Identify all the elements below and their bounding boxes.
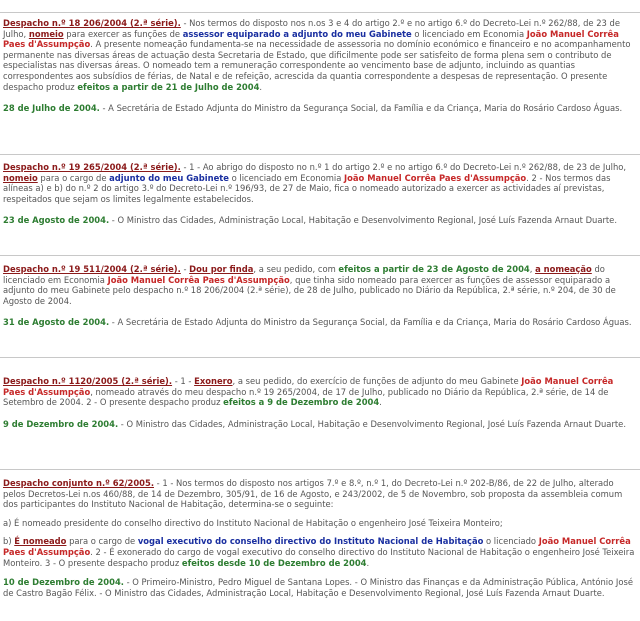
despacho-body: Despacho n.º 19 511/2004 (2.ª série). - Dou por finda, a seu pedido, com efeitos a partir de 23 de Agosto de 2004, a nomeação do licenciado em Economia João Manuel Corrêa Paes d'Assumpção, que tinha sido nomeado para exercer as funções de assessor equiparado a adjunto do meu Gabinete pelo despacho n.º 18 206/2004 (2.ª série), de 28 de Julho, publicado no Diário da República, 2.ª série, n.º 204, de 30 de Agosto de 2004. [3,264,616,306]
separator-line [0,469,640,470]
despacho-body: Despacho n.º 19 265/2004 (2.ª série). - 1 - Ao abrigo do disposto no n.º 1 do artigo 2.º e no artigo 6.º do Decreto-Lei n.º 262/88, de 23 de Julho, nomeio para o cargo de adjunto do meu Gabinete o licenciado em Economia João Manuel Corrêa Paes d'Assumpção. 2 - Nos termos das alíneas a) e b) do n.º 2 do artigo 3.º do Decreto-Lei n.º 196/93, de 27 de Maio, fica o nomeado autorizado a exercer as actividades aí previstas, respeitados que sejam os limites legalmente estabelecidos. [3,162,627,204]
action-keyword: Dou por finda [189,264,254,274]
action-keyword: nomeio [3,172,38,183]
person-name: João Manuel Corrêa Paes d'Assumpção [3,536,631,557]
effect-date: efeitos desde 10 de Dezembro de 2004 [181,557,367,568]
person-name: João Manuel Corrêa Paes d'Assumpção [3,28,619,50]
despacho-block [3,478,637,598]
signature-date: 28 de Julho de 2004. [3,103,100,114]
signature-date: 23 de Agosto de 2004. [3,215,110,226]
signature-date: 10 de Dezembro de 2004. [3,577,124,588]
despacho-block [3,18,637,114]
effect-date: efeitos a 9 de Dezembro de 2004 [223,397,380,408]
signature-line: 28 de Julho de 2004. - A Secretária de Estado Adjunta do Ministro da Segurança Social, da Família e da Criança, Maria do Rosário Cardoso Águas. [3,103,623,114]
separator-line [0,357,640,358]
despacho-block [3,264,637,328]
action-keyword: Exonero [194,376,233,386]
despacho-body: Despacho n.º 1120/2005 (2.ª série). - 1 - Exonero, a seu pedido, do exercício de funções de adjunto do meu Gabinete João Manuel Corrêa Paes d'Assumpção, nomeado através do meu despacho n.º 19 265/2004, de 17 de Julho, publicado no Diário da República, 2.ª série, de 14 de Setembro de 2004. 2 - O presente despacho produz efeitos a 9 de Dezembro de 2004. [3,376,614,408]
signature-line: 10 de Dezembro de 2004. - O Primeiro-Ministro, Pedro Miguel de Santana Lopes. - O Ministro das Finanças e da Administração Pública, António José de Castro Bagão Félix. - O Ministro das Cidades, Administração Local, Habitação e Desenvolvimento Regional, José Luís Fazenda Arnaut Duarte. [3,577,633,598]
separator-line [0,154,640,155]
effect-date: efeitos a partir de 23 de Agosto de 2004 [338,264,530,274]
signature-date: 9 de Dezembro de 2004. [3,418,119,429]
action-keyword: a nomeação [535,264,592,274]
signature-line: 9 de Dezembro de 2004. - O Ministro das Cidades, Administração Local, Habitação e Desenvolvimento Regional, José Luís Fazenda Arnaut Duarte. [3,418,626,429]
role-text: vogal executivo do conselho directivo do Instituto Nacional de Habitação [137,536,484,547]
person-name: João Manuel Corrêa Paes d'Assumpção [3,376,614,397]
person-name: João Manuel Corrêa Paes d'Assumpção [107,274,290,285]
signature-date: 31 de Agosto de 2004. [3,317,110,328]
signature-line: 31 de Agosto de 2004. - A Secretária de Estado Adjunta do Ministro da Segurança Social, da Família e da Criança, Maria do Rosário Cardoso Águas. [3,317,632,328]
effect-date: efeitos a partir de 21 de Julho de 2004 [77,81,260,92]
separator-line [0,12,640,13]
action-keyword: É nomeado [14,536,67,547]
item-b: b) É nomeado para o cargo de vogal executivo do conselho directivo do Instituto Nacional de Habitação o licenciado João Manuel Corrêa Paes d'Assumpção. 2 - É exonerado do cargo de vogal executivo do conselho directivo do Instituto Nacional de Habitação o engenheiro José Teixeira Monteiro. 3 - O presente despacho produz efeitos desde 10 de Dezembro de 2004. [3,536,635,568]
signature-line: 23 de Agosto de 2004. - O Ministro das Cidades, Administração Local, Habitação e Desenvolvimento Regional, José Luís Fazenda Arnaut Duarte. [3,215,617,226]
despacho-title: Despacho conjunto n.º 62/2005. [3,478,154,488]
despacho-title: Despacho n.º 19 265/2004 (2.ª série). [3,162,181,172]
despacho-title: Despacho n.º 19 511/2004 (2.ª série). [3,264,181,274]
action-keyword: nomeio [28,28,64,39]
role-text: adjunto do meu Gabinete [109,172,229,183]
person-name: João Manuel Corrêa Paes d'Assumpção [344,172,527,183]
despacho-body: Despacho conjunto n.º 62/2005. - 1 - Nos termos do disposto nos artigos 7.º e 8.º, n.º 1, do Decreto-Lei n.º 202-B/86, de 22 de Julho, alterado pelos Decretos-Lei n.os 460/88, de 14 de Dezembro, 305/91, de 16 de Agosto, e 243/2002, de 5 de Novembro, sob proposta da assembleia comum dos participantes do Instituto Nacional de Habitação, determina-se o seguinte: [3,478,623,510]
despacho-title: Despacho n.º 1120/2005 (2.ª série). [3,376,173,386]
despacho-body: Despacho n.º 18 206/2004 (2.ª série). - Nos termos do disposto nos n.os 3 e 4 do artigo 2.º e no artigo 6.º do Decreto-Lei n.º 262/88, de 23 de Julho, nomeio para exercer as funções de assessor equiparado a adjunto do meu Gabinete o licenciado em Economia João Manuel Corrêa Paes d'Assumpção. A presente nomeação fundamenta-se na necessidade de assessoria no domínio económico e financeiro e no acompanhamento permanente nas diversas áreas de actuação desta Secretaria de Estado, que dificilmente pode ser satisfeito de forma plena sem o contributo de especialistas nas diversas áreas. O nomeado tem a remuneração correspondente ao vencimento base de adjunto, incluindo as quantias correspondentes aos subsídios de férias, de Natal e de refeição, acrescida da quantia correspondente a despesas de representação. O presente despacho produz efeitos a partir de 21 de Julho de 2004. [3,18,631,92]
separator-line [0,255,640,256]
despacho-block [3,162,637,226]
despacho-block [3,376,637,429]
role-text: assessor equiparado a adjunto do meu Gabinete [182,28,412,39]
item-a: a) É nomeado presidente do conselho directivo do Instituto Nacional de Habitação o engenheiro José Teixeira Monteiro; [3,517,503,528]
despacho-title: Despacho n.º 18 206/2004 (2.ª série). [3,18,181,28]
